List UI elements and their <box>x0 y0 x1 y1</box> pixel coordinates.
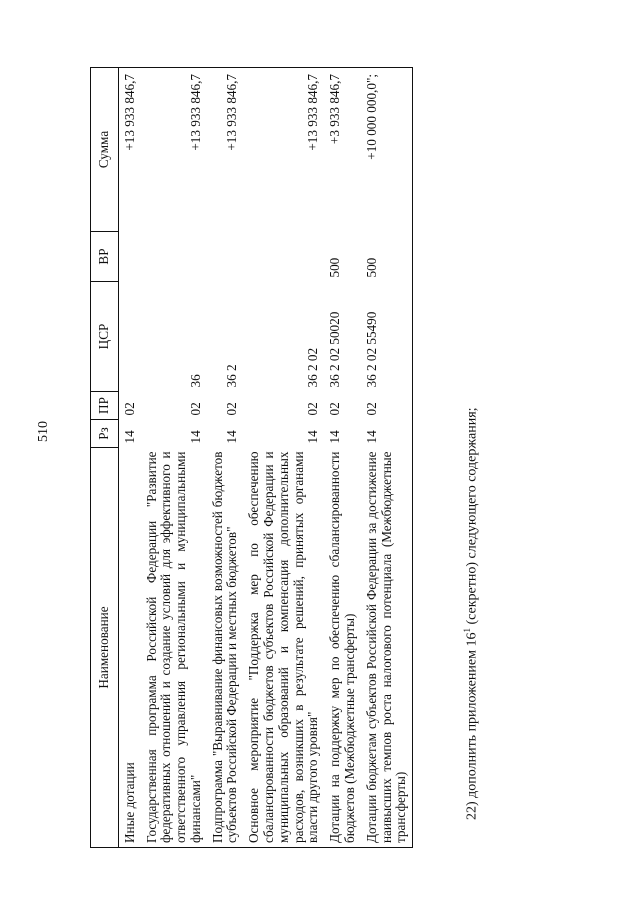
row-csr: 36 <box>187 374 203 388</box>
row-name: Государственная программа Российской Федерации "Развитие федеративных отношений и создание условий для эффективного и ответственного управления региональными и муниципальными финансами" <box>141 448 207 848</box>
header-csr: ЦСР <box>91 282 119 392</box>
rotated-page-content <box>90 68 520 848</box>
row-name: Подпрограмма "Выравнивание финансовых возможностей бюджетов субъектов Российской Федерации и местных бюджетов" <box>207 448 244 848</box>
table-row <box>243 68 324 848</box>
header-pr: ПР <box>91 392 119 420</box>
footer-superscript: 1 <box>462 628 472 633</box>
header-name: Наименование <box>91 448 119 848</box>
row-rz: 14 <box>187 430 203 444</box>
row-pr: 02 <box>224 402 240 416</box>
row-sum: +10 000 000,0"; <box>361 68 413 232</box>
row-sum: +13 933 846,7 <box>207 68 244 232</box>
row-pr: 02 <box>305 402 321 416</box>
row-vr: 500 <box>361 232 413 282</box>
row-name: Основное мероприятие "Поддержка мер по обеспечению сбалансированности бюджетов субъектов Российской Федерации и муниципальных образований и компенсация дополнительных расходов, возникших в результате решений, принятых органами власти другого уровня" <box>243 448 324 848</box>
row-sum: +13 933 846,7 <box>118 68 140 232</box>
header-rz: Рз <box>91 420 119 448</box>
row-sum: +13 933 846,7 <box>243 68 324 232</box>
row-name: Дотации бюджетам субъектов Российской Федерации за достижение наивысших темпов роста налогового потенциала (Межбюджетные трансферты) <box>361 448 413 848</box>
row-rz: 14 <box>327 430 343 444</box>
row-sum: +13 933 846,7 <box>141 68 207 232</box>
row-name: Дотации на поддержку мер по обеспечению сбалансированности бюджетов (Межбюджетные трансферты) <box>324 448 361 848</box>
table-row <box>361 68 413 848</box>
row-rz: 14 <box>361 420 413 448</box>
footer-text-before: 22) дополнить приложением 16 <box>464 632 480 820</box>
table-row <box>207 68 244 848</box>
row-sum: +3 933 846,7 <box>324 68 361 232</box>
row-pr: 02 <box>121 402 137 416</box>
row-csr: 36 2 02 50020 <box>327 311 343 388</box>
row-rz: 14 <box>121 430 137 444</box>
row-pr: 02 <box>327 402 343 416</box>
row-pr: 02 <box>187 402 203 416</box>
appropriations-table <box>90 67 413 848</box>
header-vr: ВР <box>91 232 119 282</box>
row-pr: 02 <box>361 392 413 420</box>
table-row <box>118 68 140 848</box>
table-header-row <box>91 68 119 848</box>
row-vr <box>207 232 244 282</box>
row-csr: 36 2 <box>224 364 240 388</box>
row-vr: 500 <box>327 257 343 278</box>
table-row <box>324 68 361 848</box>
row-csr: 36 2 02 <box>305 347 321 388</box>
row-csr: 36 2 02 55490 <box>361 282 413 392</box>
row-vr <box>141 232 207 282</box>
row-vr <box>243 232 324 282</box>
row-vr <box>118 232 140 282</box>
header-sum: Сумма <box>91 68 119 232</box>
footer-note <box>462 407 481 820</box>
row-name: Иные дотации <box>118 448 140 848</box>
footer-text-after: (секретно) следующего содержания; <box>464 407 480 629</box>
page-number: 510 <box>36 421 51 442</box>
row-rz: 14 <box>224 430 240 444</box>
row-rz: 14 <box>305 430 321 444</box>
row-csr <box>118 282 140 392</box>
table-row <box>141 68 207 848</box>
